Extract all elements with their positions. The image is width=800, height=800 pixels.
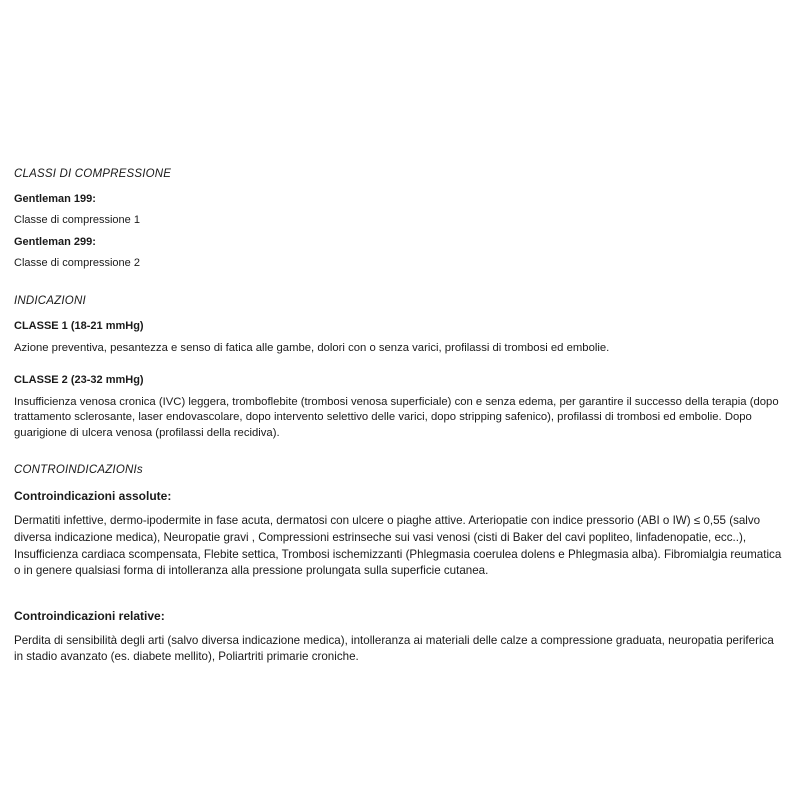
document-body (14, 168, 786, 675)
item-label-gentleman-299: Gentleman 299: (14, 236, 96, 248)
section-controindicazioni (14, 464, 786, 666)
item-text-gentleman-299: Classe di compressione 2 (14, 257, 140, 269)
section-heading: INDICAZIONI (14, 295, 86, 307)
item-text-controindicazioni-assolute: Dermatiti infettive, dermo-ipodermite in fase acuta, dermatosi con ulcere o piaghe attive. Arteriopatie con indice pressorio (ABI o IW) ≤ 0,55 (salvo diversa indicazione medica), Neuropatie gravi , Compressioni estrinseche sui vasi venosi (cisti di Baker del cavi popliteo, linfadenopatie, ecc..), Insufficienza cardiaca scompensata, Flebite settica, Trombosi ischemizzanti (Phlegmasia coerulea dolens e Phlegmasia alba). Fibromialgia reumatica o in genere qualsiasi forma di intolleranza alla pressione prolungata sulla superficie cutanea. (14, 514, 782, 578)
paragraph-spacer (14, 589, 786, 609)
item-label-classe-2: CLASSE 2 (23-32 mmHg) (14, 373, 144, 386)
section-heading: CLASSI DI COMPRESSIONE (14, 168, 172, 180)
section-spacer (14, 279, 786, 295)
section-indicazioni (14, 295, 786, 441)
item-text-gentleman-199: Classe di compressione 1 (14, 214, 140, 226)
section-classi-di-compressione (14, 168, 786, 269)
item-label-controindicazioni-relative: Controindicazioni relative: (14, 608, 165, 623)
item-label-classe-1: CLASSE 1 (18-21 mmHg) (14, 320, 144, 332)
item-label-controindicazioni-assolute: Controindicazioni assolute: (14, 489, 172, 504)
item-text-controindicazioni-relative: Perdita di sensibilità degli arti (salvo diversa indicazione medica), intolleranza ai materiali delle calze a compressione graduata, neuropatia periferica in stadio avanzato (es. diabete mellito), Poliartriti primarie croniche. (14, 633, 774, 664)
item-text-classe-1: Azione preventiva, pesantezza e senso di fatica alle gambe, dolori con o senza varici, profilassi di trombosi ed embolie. (14, 342, 610, 354)
paragraph-spacer (14, 366, 786, 374)
item-label-gentleman-199: Gentleman 199: (14, 193, 96, 205)
section-heading: CONTROINDICAZIONIs (14, 464, 143, 477)
section-spacer (14, 450, 786, 464)
item-text-classe-2: Insufficienza venosa cronica (IVC) leggera, tromboflebite (trombosi venosa superficiale) con e senza edema, per garantire il successo della terapia (dopo trattamento sclerosante, laser endovascolare, dopo intervento selettivo delle varici, dopo stripping safenico), profilassi di trombosi ed embolie. Dopo guarigione di ulcera venosa (profilassi della recidiva). (14, 395, 779, 439)
